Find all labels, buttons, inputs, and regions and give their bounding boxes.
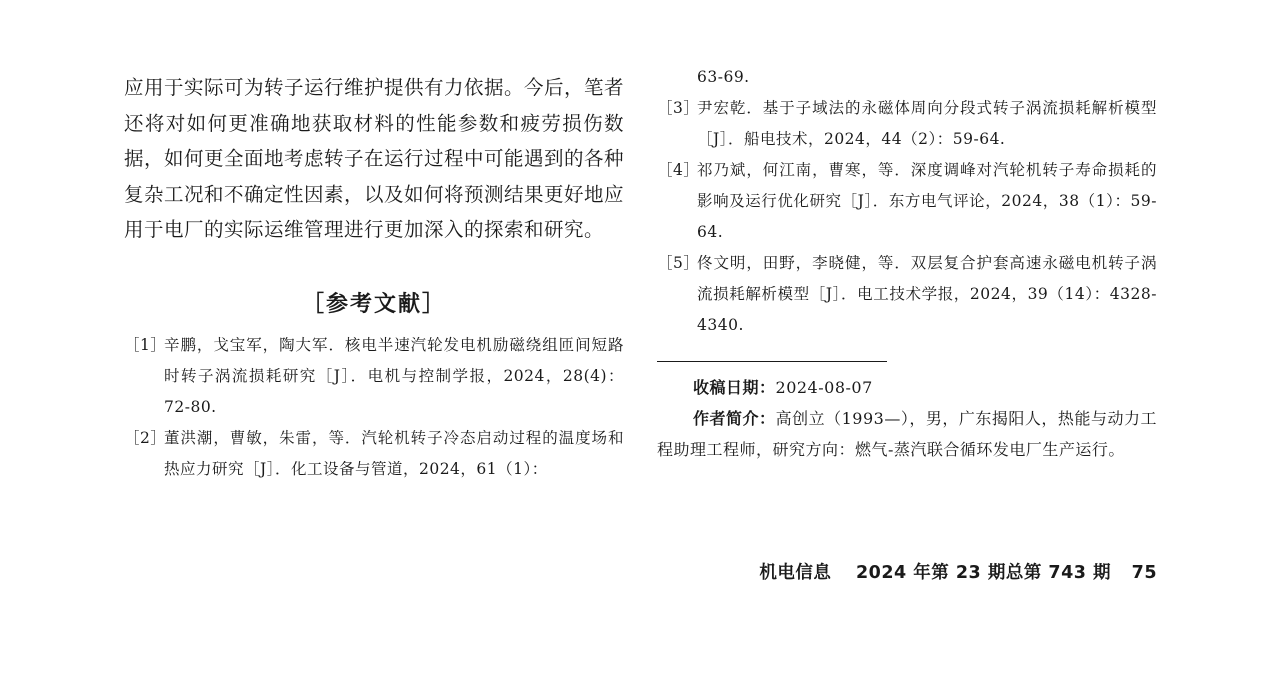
page-footer (759, 559, 1157, 584)
received-date-line (657, 372, 1157, 403)
right-column (657, 70, 1157, 465)
reference-item-4 (657, 155, 1157, 248)
reference-item-5 (657, 248, 1157, 341)
reference-list (124, 330, 624, 485)
reference-number: ［1］ (124, 335, 167, 354)
reference-item-3 (657, 93, 1157, 155)
references-heading: ［参考文献］ (301, 291, 446, 317)
reference-list-continued (657, 93, 1157, 341)
reference-number: ［4］ (657, 161, 700, 179)
reference-item-1 (124, 330, 624, 423)
journal-name: 机电信息 (759, 563, 832, 583)
footnote-divider (657, 361, 887, 362)
received-date-value: 2024-08-07 (775, 378, 873, 397)
left-column (124, 70, 624, 485)
author-bio-text: 高创立（1993—），男，广东揭阳人，热能与动力工程助理工程师，研究方向：燃气-蒸汽联合循环发电厂生产运行。 (657, 409, 1157, 459)
received-date-label: 收稿日期： (693, 378, 776, 397)
author-bio (657, 403, 1157, 465)
reference-text: 尹宏乾．基于子域法的永磁体周向分段式转子涡流损耗解析模型［J］．船电技术，2024，44（2）：59-64. (697, 99, 1157, 148)
reference-2-continuation: 63-69. (697, 68, 750, 86)
issue-info: 2024 年第 23 期总第 743 期 (855, 563, 1112, 583)
author-bio-label: 作者简介： (693, 409, 776, 428)
reference-number: ［3］ (657, 99, 700, 117)
reference-text: 辛鹏，戈宝军，陶大军．核电半速汽轮发电机励磁绕组匝间短路时转子涡流损耗研究［J］．电机与控制学报，2024，28(4)：72-80. (164, 335, 624, 416)
reference-text: 祁乃斌，何江南，曹寒，等．深度调峰对汽轮机转子寿命损耗的影响及运行优化研究［J］．东方电气评论，2024，38（1）：59-64. (697, 161, 1157, 241)
reference-item-2 (124, 423, 624, 485)
reference-number: ［5］ (657, 254, 700, 272)
body-paragraph: 应用于实际可为转子运行维护提供有力依据。今后，笔者还将对如何更准确地获取材料的性能参数和疲劳损伤数据，如何更全面地考虑转子在运行过程中可能遇到的各种复杂工况和不确定性因素，以及如何将预测结果更好地应用于电厂的实际运维管理进行更加深入的探索和研究。 (124, 76, 625, 241)
reference-text: 董洪潮，曹敏，朱雷，等．汽轮机转子冷态启动过程的温度场和热应力研究［J］．化工设备与管道，2024，61（1）： (164, 428, 624, 478)
reference-text: 佟文明，田野，李晓健，等．双层复合护套高速永磁电机转子涡流损耗解析模型［J］．电工技术学报，2024，39（14）：4328-4340. (697, 254, 1157, 334)
page-number: 75 (1131, 563, 1157, 583)
reference-number: ［2］ (124, 428, 167, 447)
